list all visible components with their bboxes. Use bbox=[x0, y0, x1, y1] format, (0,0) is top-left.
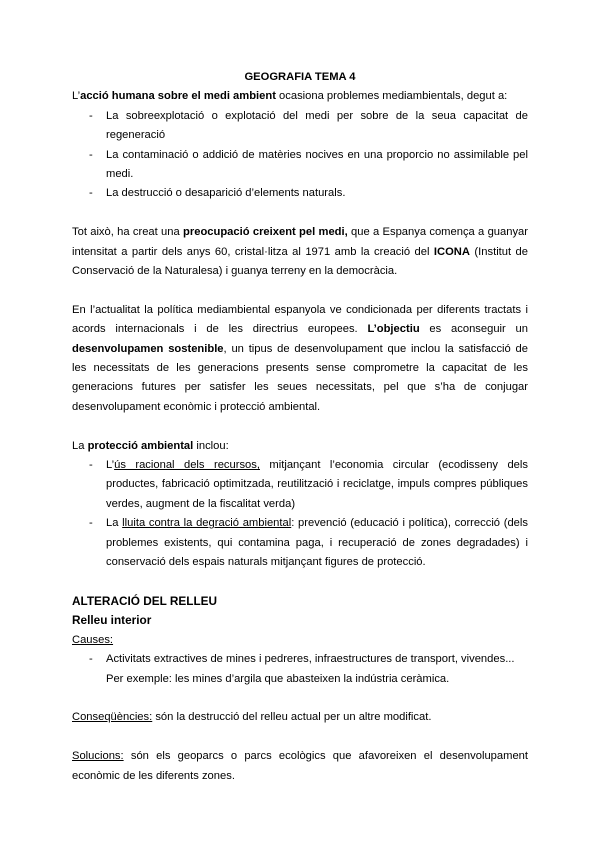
item-underlined: lluita contra la degració ambiental bbox=[122, 517, 292, 530]
item-pre: L’ bbox=[106, 459, 115, 472]
document-page bbox=[72, 68, 528, 786]
solutions-label: Solucions: bbox=[72, 750, 124, 763]
intro-pre: L’ bbox=[72, 90, 81, 103]
intro-paragraph bbox=[72, 87, 528, 106]
list-item: - La destrucció o desaparició d’elements naturals. bbox=[72, 184, 528, 203]
relief-causes-list bbox=[72, 650, 528, 689]
para3-t3: , un tipus de desenvolupament que inclou la satisfacció de les necessitats de les generacions presents sense comprometre la capacitat de les generacions futures per satisfer les seues necessitats, pel que s’ha de conjugar desenvolupament econòmic i protecció ambiental. bbox=[72, 342, 528, 413]
intro-post: ocasiona problemes mediambientals, degut a: bbox=[275, 90, 508, 103]
protection-t2: inclou: bbox=[193, 439, 229, 452]
page-title: GEOGRAFIA TEMA 4 bbox=[244, 71, 356, 83]
para3-t2: es aconseguir un bbox=[419, 323, 528, 336]
causes-item-line1: Activitats extractives de mines i pedreres, infraestructures de transport, vivendes... bbox=[106, 653, 515, 666]
section-heading: ALTERACIÓ DEL RELLEU bbox=[72, 593, 218, 608]
para3-b2: desenvolupamen sostenible bbox=[72, 342, 224, 355]
para2-t1: Tot això, ha creat una bbox=[72, 226, 184, 239]
causes-list bbox=[72, 107, 528, 204]
consequences-text: són la destrucció del relleu actual per un altre modificat. bbox=[152, 711, 432, 724]
protection-t1: La bbox=[72, 439, 88, 452]
solutions-paragraph bbox=[72, 747, 528, 786]
para3-t1: En l’actualitat la política mediambiental espanyola ve condicionada per diferents tractats i acords internacionals i de les directrius europees. bbox=[72, 303, 528, 336]
list-item bbox=[72, 514, 528, 572]
list-item: - La contaminació o addició de matèries nocives en una proporcio no assimilable pel medi. bbox=[72, 146, 528, 185]
list-item: - La sobreexplotació o explotació del medi per sobre de la seua capacitat de regeneració bbox=[72, 107, 528, 146]
para2-b2: ICONA bbox=[433, 245, 470, 258]
item-post: mitjançant l’economia circular (ecodisseny dels productes, fabricació optimitzada, reutilització i reciclatge, impuls compres públiques verdes, augment de la fiscalitat verda) bbox=[106, 459, 528, 510]
para2-t3: (Institut de Conservació de la Naturalesa) i guanya terreny en la democràcia. bbox=[72, 245, 529, 278]
concern-paragraph bbox=[72, 223, 528, 281]
para2-t2: que a Espanya comença a guanyar intensitat a partir dels anys 60, cristal·litza al 1971 amb la creació del bbox=[72, 226, 529, 258]
item-pre: La bbox=[106, 517, 123, 530]
protection-b1: protecció ambiental bbox=[87, 439, 194, 452]
consequences-label: Conseqüències: bbox=[72, 711, 153, 724]
causes-label-text: Causes: bbox=[72, 633, 114, 646]
section-subheading: Relleu interior bbox=[72, 613, 152, 628]
item-post: : prevenció (educació i política), correcció (dels problemes existents, qui contamina paga, i recuperació de zones degradades) i conservació dels espais naturals mitjançant figures de protecció. bbox=[106, 517, 528, 569]
intro-bold: acció humana sobre el medi ambient bbox=[80, 90, 276, 103]
para3-b1: L’objectiu bbox=[367, 323, 420, 336]
causes-item-line2: Per exemple: les mines d’argila que abasteixen la indústria ceràmica. bbox=[106, 672, 450, 685]
item-underlined: ús racional dels recursos, bbox=[114, 459, 260, 472]
policy-paragraph bbox=[72, 301, 528, 417]
consequences-paragraph bbox=[72, 708, 528, 727]
protection-intro bbox=[72, 437, 528, 456]
solutions-text: són els geoparcs o parcs ecològics que afavoreixen el desenvolupament econòmic de les diferents zones. bbox=[72, 750, 528, 782]
protection-list bbox=[72, 456, 528, 572]
causes-label bbox=[72, 631, 528, 650]
para2-b1: preocupació creixent pel medi, bbox=[183, 226, 348, 239]
list-item bbox=[72, 650, 528, 689]
list-item bbox=[72, 456, 528, 514]
